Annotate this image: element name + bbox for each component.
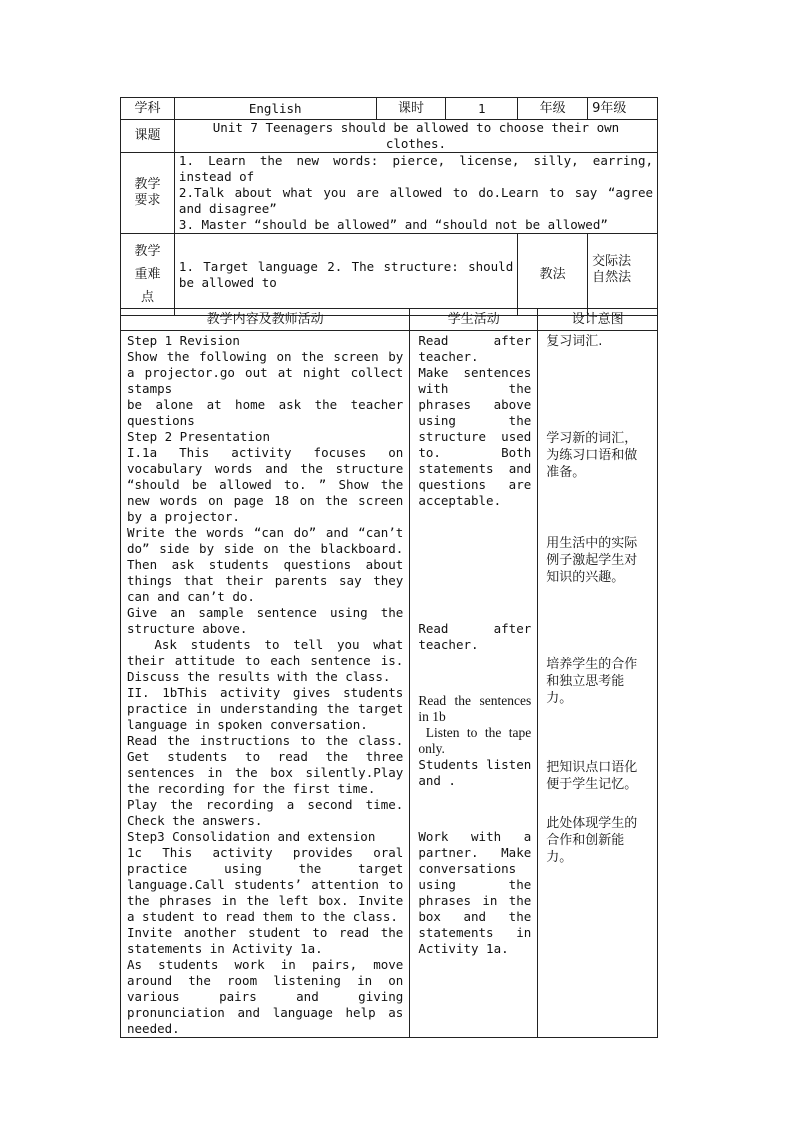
content-line: Read the instructions to the class. Get students to read the three sentences in the box silently.Play the recording for the first time.: [127, 733, 404, 796]
header-row-subject: [121, 98, 658, 120]
design-intent: 培养学生的合作和独立思考能力。: [546, 657, 638, 706]
subject-value: English: [174, 98, 376, 120]
student-activities-cell: [410, 331, 538, 1038]
requirement-item: 2.Talk about what you are allowed to do.Learn to say “agree and disagree”: [178, 185, 653, 216]
column-header-row: [121, 309, 658, 331]
method-values: [588, 234, 658, 316]
period-value: 1: [446, 98, 518, 120]
grade-label: 年级: [518, 98, 588, 120]
student-activity: Students listen and .: [418, 757, 532, 788]
grade-value: 9年级: [588, 98, 658, 120]
teacher-activities-cell: [121, 331, 410, 1038]
column-header-design: 设计意图: [538, 309, 658, 331]
subject-label: 学科: [121, 98, 175, 120]
content-line: Invite another student to read the statements in Activity 1a.: [127, 925, 404, 956]
header-row-topic: [121, 120, 658, 153]
student-activity: Work with a partner. Make conversations using the phrases in the box and the statements in Activity 1a.: [418, 829, 532, 956]
content-line: Give an sample sentence using the structure above.: [127, 605, 404, 636]
method-label: 教法: [518, 234, 588, 316]
content-line: 1c This activity provides oral practice using the target language.Call students’ attention to the phrases in the left box. Invite a student to read them to the class.: [127, 845, 404, 924]
column-header-student: 学生活动: [410, 309, 538, 331]
design-intent: 用生活中的实际例子激起学生对知识的兴趣。: [546, 536, 638, 585]
content-line: I.1a This activity focuses on vocabulary words and the structure “should be allowed to. ” Show the new words on page 18 on the screen by a projector.: [127, 445, 404, 524]
column-header-content: 教学内容及教师活动: [121, 309, 410, 331]
content-line: As students work in pairs, move around the room listening in on various pairs and giving pronunciation and language help as needed.: [127, 957, 404, 1036]
content-line: Step 1 Revision: [127, 333, 240, 348]
design-intent: 此处体现学生的合作和创新能力。: [546, 816, 638, 865]
content-line: Play the recording a second time. Check the answers.: [127, 797, 404, 828]
lesson-body-table: [120, 308, 658, 1038]
topic-label: 课题: [121, 120, 175, 153]
header-row-keypoints: [121, 234, 658, 316]
design-intent: 把知识点口语化便于学生记忆。: [546, 760, 638, 792]
header-row-requirements: [121, 153, 658, 234]
requirements-cell: [174, 153, 657, 234]
student-activity: Read the sentences in 1b: [418, 693, 532, 724]
lesson-header-table: [120, 97, 658, 316]
requirement-item: 3. Master “should be allowed” and “should not be allowed”: [178, 217, 608, 232]
student-activity: Make sentences with the phrases above using the structure used to. Both statements and questions are acceptable.: [418, 365, 532, 508]
keypoints-label: 教学重难点: [121, 234, 175, 316]
content-line: Show the following on the screen by a projector.go out at night collect stamps: [127, 349, 404, 396]
requirements-label: 教学要求: [121, 153, 175, 234]
content-line: Step 2 Presentation: [127, 429, 270, 444]
student-activity: Read after teacher.: [418, 333, 532, 364]
student-activity: Read after teacher.: [418, 621, 532, 652]
keypoints-value: 1. Target language 2. The structure: should be allowed to: [174, 234, 517, 316]
content-line: Ask students to tell you what their attitude to each sentence is. Discuss the results with the class.: [127, 637, 411, 684]
content-line: Step3 Consolidation and extension: [127, 829, 376, 844]
content-line: Write the words “can do” and “can’t do” side by side on the blackboard. Then ask students questions about things that their parents say they can and can’t do.: [127, 525, 404, 604]
method-item: 交际法: [592, 254, 632, 269]
period-label: 课时: [376, 98, 446, 120]
content-line: be alone at home ask the teacher questions: [127, 397, 404, 428]
design-intent-cell: [538, 331, 658, 1038]
method-item: 自然法: [592, 270, 632, 285]
topic-value: Unit 7 Teenagers should be allowed to choose their own clothes.: [174, 120, 657, 153]
content-line: II. 1bThis activity gives students practice in understanding the target language in spoken conversation.: [127, 685, 404, 732]
student-activity: Listen to the tape only.: [418, 725, 535, 756]
requirement-item: 1. Learn the new words: pierce, license, silly, earring, instead of: [178, 153, 653, 184]
design-intent: 复习词汇.: [546, 334, 603, 349]
lesson-body-row: [121, 331, 658, 1038]
design-intent: 学习新的词汇，为练习口语和做准备。: [546, 431, 638, 480]
